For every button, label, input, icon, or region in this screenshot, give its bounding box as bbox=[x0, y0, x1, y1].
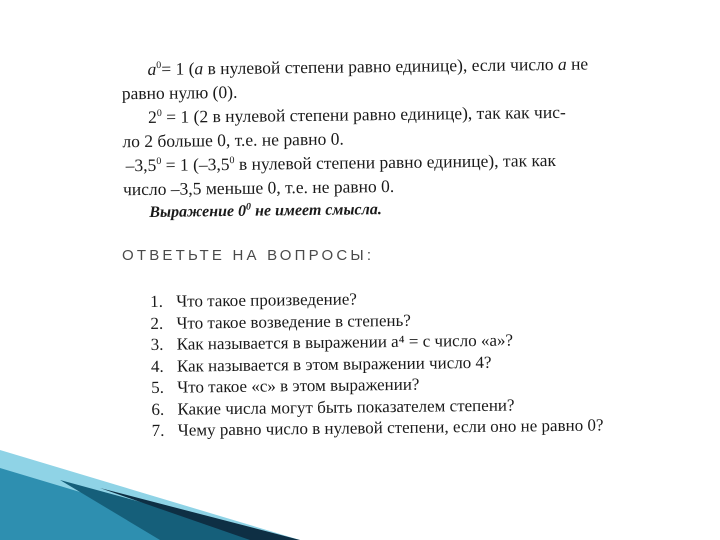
question-number: 1. bbox=[150, 291, 163, 311]
slide-corner-decoration bbox=[0, 450, 720, 540]
example-line-3 bbox=[126, 148, 557, 177]
question-number: 7. bbox=[151, 420, 165, 440]
rule-line-1 bbox=[147, 52, 588, 81]
question-number: 4. bbox=[150, 356, 164, 376]
question-text: Как называется в выражении а⁴ = с число «а»? bbox=[176, 330, 514, 354]
example-line-4: число –3,5 меньше 0, т.е. не равно 0. bbox=[122, 175, 395, 200]
question-text: Что такое возведение в степень? bbox=[176, 310, 411, 333]
rule-text: не bbox=[566, 53, 589, 74]
question-number: 3. bbox=[150, 334, 164, 354]
base: –3,5 bbox=[125, 154, 157, 176]
rule-text: в нулевой степени равно единице), если число bbox=[203, 53, 558, 79]
exponent: 0 bbox=[156, 155, 162, 168]
note-text: Выражение 0 bbox=[149, 202, 247, 221]
example-line-2: ло 2 больше 0, т.е. не равно 0. bbox=[122, 128, 344, 152]
question-text: Как называется в этом выражении число 4? bbox=[176, 352, 492, 376]
exponent: 0 bbox=[245, 201, 252, 213]
example-text: в нулевой степени равно единице), так как bbox=[234, 149, 557, 174]
question-list bbox=[150, 285, 604, 441]
base: 2 bbox=[147, 106, 157, 127]
section-heading: ОТВЕТЬТЕ НА ВОПРОСЫ: bbox=[122, 247, 375, 264]
exponent: 0 bbox=[156, 59, 162, 72]
question-text: Чему равно число в нулевой степени, если оно не равно 0? bbox=[177, 415, 604, 440]
question-text: Какие числа могут быть показателем степени? bbox=[177, 395, 515, 419]
question-number: 2. bbox=[150, 313, 164, 333]
example-text: = 1 (2 в нулевой степени равно единице), так как чис- bbox=[161, 101, 566, 127]
rule-line-2: равно нулю (0). bbox=[121, 81, 238, 104]
example-line-1 bbox=[148, 100, 566, 129]
question-text: Что такое «с» в этом выражении? bbox=[177, 374, 420, 397]
example-text: = 1 (–3,5 bbox=[161, 153, 230, 175]
question-number: 6. bbox=[151, 399, 165, 419]
note-line bbox=[149, 198, 382, 225]
variable-a: a bbox=[147, 58, 157, 79]
question-number: 5. bbox=[151, 377, 165, 397]
variable-a: a bbox=[194, 58, 204, 79]
exponent: 0 bbox=[229, 155, 235, 167]
variable-a: a bbox=[557, 53, 567, 74]
equation-text: = 1 ( bbox=[161, 58, 195, 79]
question-text: Что такое произведение? bbox=[176, 289, 357, 311]
note-text: не имеет смысла. bbox=[250, 201, 382, 220]
exponent: 0 bbox=[156, 107, 162, 120]
